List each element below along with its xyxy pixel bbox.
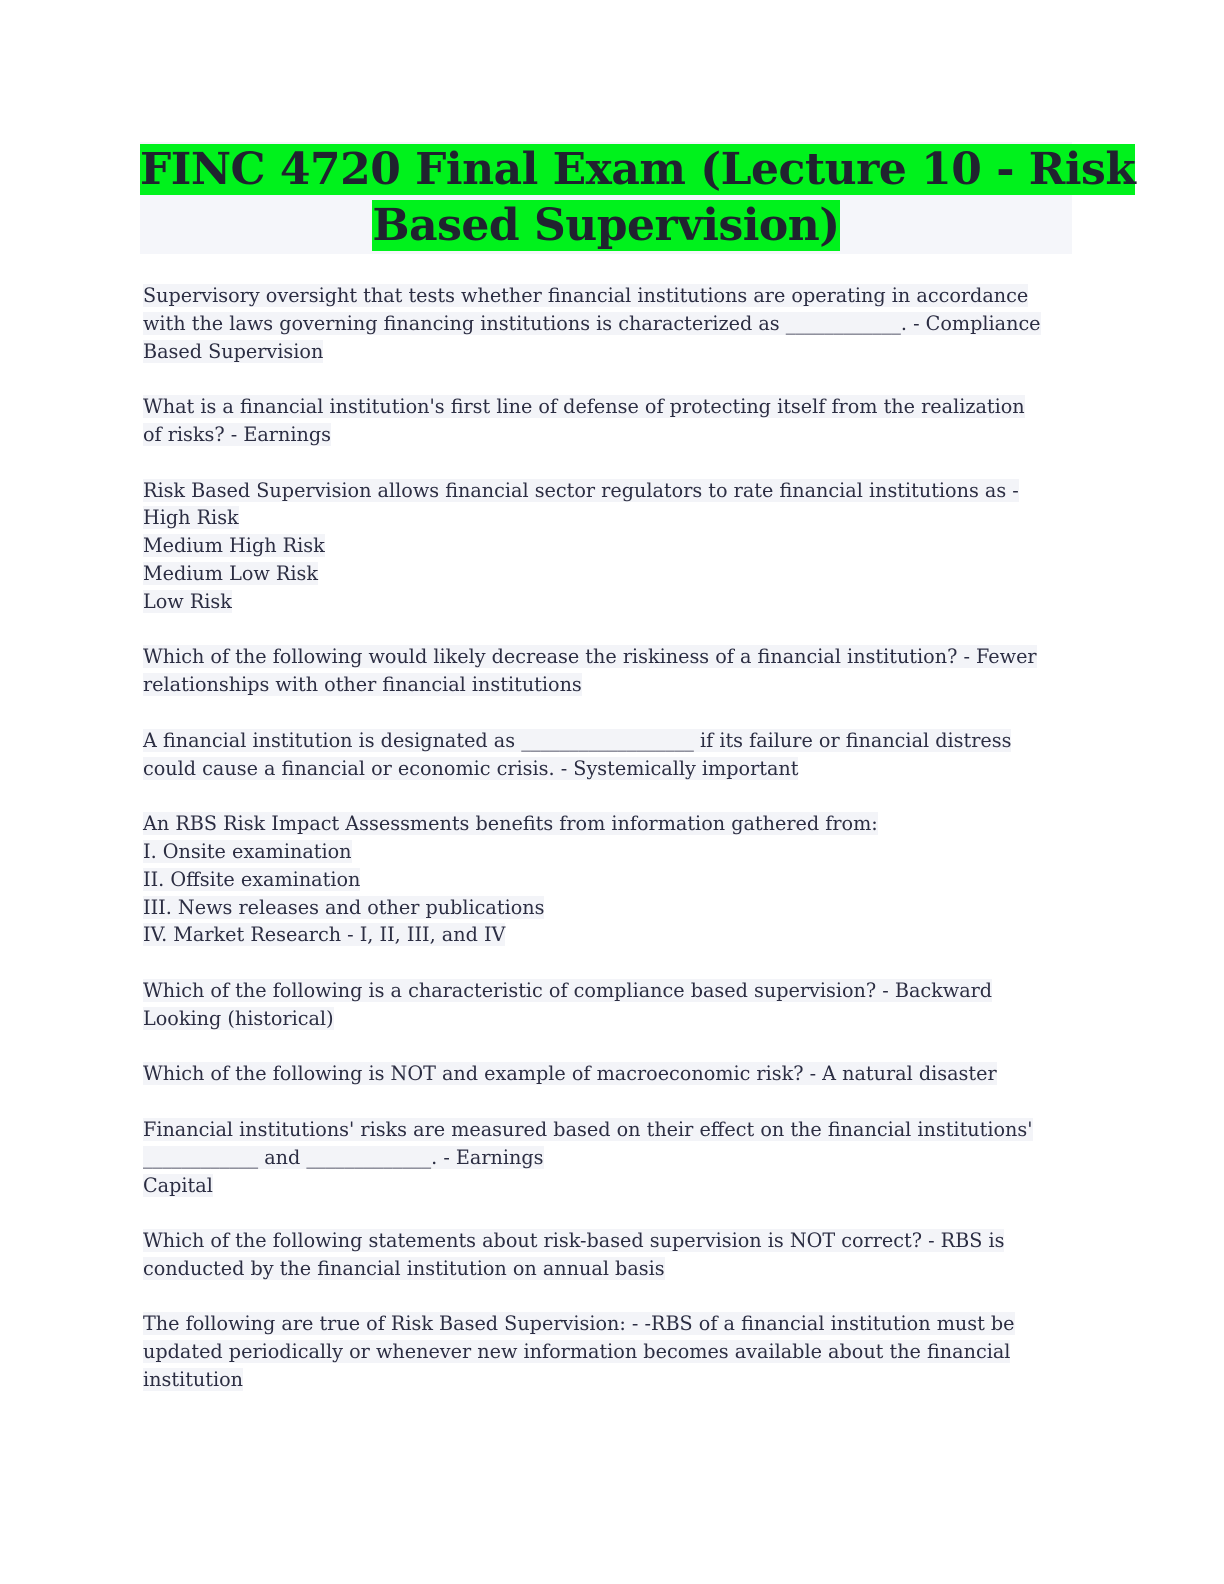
qa-line bbox=[143, 393, 1083, 421]
qa-line bbox=[143, 338, 1083, 366]
qa-line bbox=[143, 588, 1083, 616]
qa-line-text: I. Onsite examination bbox=[143, 839, 352, 863]
qa-line bbox=[143, 894, 1083, 922]
qa-line bbox=[143, 560, 1083, 588]
qa-item bbox=[143, 1310, 1083, 1393]
qa-line bbox=[143, 921, 1083, 949]
qa-line-text: of risks? - Earnings bbox=[143, 422, 331, 446]
qa-line-text: IV. Market Research - I, II, III, and IV bbox=[143, 923, 506, 947]
qa-line-text: Medium High Risk bbox=[143, 534, 325, 558]
qa-list bbox=[143, 282, 1083, 1422]
qa-line-text: Which of the following is NOT and example of macroeconomic risk? - A natural disaster bbox=[143, 1062, 997, 1086]
qa-line bbox=[143, 671, 1083, 699]
qa-line-text: conducted by the financial institution on annual basis bbox=[143, 1256, 665, 1280]
qa-line bbox=[143, 1144, 1083, 1172]
qa-line bbox=[143, 1310, 1083, 1338]
qa-line-text: Capital bbox=[143, 1173, 213, 1197]
qa-item bbox=[143, 977, 1083, 1033]
qa-line-text: Which of the following would likely decrease the riskiness of a financial institution? - Fewer bbox=[143, 645, 1037, 669]
qa-line-text: Which of the following is a characteristic of compliance based supervision? - Backward bbox=[143, 978, 993, 1002]
qa-item bbox=[143, 1227, 1083, 1283]
qa-item bbox=[143, 282, 1083, 365]
qa-item bbox=[143, 477, 1083, 616]
qa-item bbox=[143, 810, 1083, 949]
qa-item bbox=[143, 393, 1083, 449]
qa-item bbox=[143, 1060, 1083, 1088]
qa-line bbox=[143, 1060, 1083, 1088]
document-title bbox=[140, 142, 1136, 254]
qa-line-text: institution bbox=[143, 1368, 244, 1392]
qa-line bbox=[143, 977, 1083, 1005]
qa-line-text: III. News releases and other publications bbox=[143, 895, 545, 919]
qa-line bbox=[143, 421, 1083, 449]
qa-line bbox=[143, 532, 1083, 560]
qa-line-text: Risk Based Supervision allows financial sector regulators to rate financial institutions as - bbox=[143, 478, 1019, 502]
qa-line bbox=[143, 1005, 1083, 1033]
qa-line-text: relationships with other financial institutions bbox=[143, 673, 582, 697]
qa-line bbox=[143, 477, 1083, 505]
qa-line-text: Supervisory oversight that tests whether financial institutions are operating in accordance bbox=[143, 284, 1029, 307]
qa-item bbox=[143, 1116, 1083, 1199]
qa-line bbox=[143, 1172, 1083, 1200]
qa-line bbox=[143, 1366, 1083, 1394]
qa-line-text: II. Offsite examination bbox=[143, 867, 361, 891]
qa-item bbox=[143, 643, 1083, 699]
title-line-2: Based Supervision) bbox=[372, 200, 840, 251]
qa-line bbox=[143, 1116, 1083, 1144]
qa-line-text: Financial institutions' risks are measured based on their effect on the financial institutions' bbox=[143, 1117, 1033, 1141]
qa-line bbox=[143, 727, 1083, 755]
qa-line bbox=[143, 866, 1083, 894]
qa-line bbox=[143, 504, 1083, 532]
qa-line-text: Medium Low Risk bbox=[143, 561, 318, 585]
qa-item bbox=[143, 727, 1083, 783]
qa-line bbox=[143, 1255, 1083, 1283]
qa-line-text: with the laws governing financing institutions is characterized as ____________. - Compliance bbox=[143, 311, 1041, 335]
qa-line-text: High Risk bbox=[143, 506, 239, 530]
qa-line-text: An RBS Risk Impact Assessments benefits from information gathered from: bbox=[143, 812, 878, 836]
qa-line-text: ____________ and _____________. - Earnings bbox=[143, 1145, 544, 1169]
qa-line bbox=[143, 755, 1083, 783]
qa-line-text: Low Risk bbox=[143, 589, 232, 613]
qa-line bbox=[143, 1338, 1083, 1366]
qa-line bbox=[143, 310, 1083, 338]
qa-line bbox=[143, 282, 1083, 310]
qa-line-text: The following are true of Risk Based Supervision: - -RBS of a financial institution must be bbox=[143, 1312, 1015, 1336]
qa-line-text: Which of the following statements about risk-based supervision is NOT correct? - RBS is bbox=[143, 1229, 1005, 1253]
qa-line bbox=[143, 838, 1083, 866]
qa-line bbox=[143, 1227, 1083, 1255]
qa-line-text: Looking (historical) bbox=[143, 1006, 334, 1030]
qa-line-text: could cause a financial or economic crisis. - Systemically important bbox=[143, 756, 799, 780]
qa-line-text: Based Supervision bbox=[143, 339, 324, 363]
qa-line-text: What is a financial institution's first line of defense of protecting itself from the realization bbox=[143, 395, 1025, 419]
qa-line bbox=[143, 810, 1083, 838]
qa-line-text: updated periodically or whenever new information becomes available about the financial bbox=[143, 1340, 1011, 1364]
qa-line bbox=[143, 643, 1083, 671]
title-line-1: FINC 4720 Final Exam (Lecture 10 - Risk bbox=[140, 144, 1136, 195]
qa-line-text: A financial institution is designated as __________________ if its failure or financial distress bbox=[143, 728, 1012, 752]
